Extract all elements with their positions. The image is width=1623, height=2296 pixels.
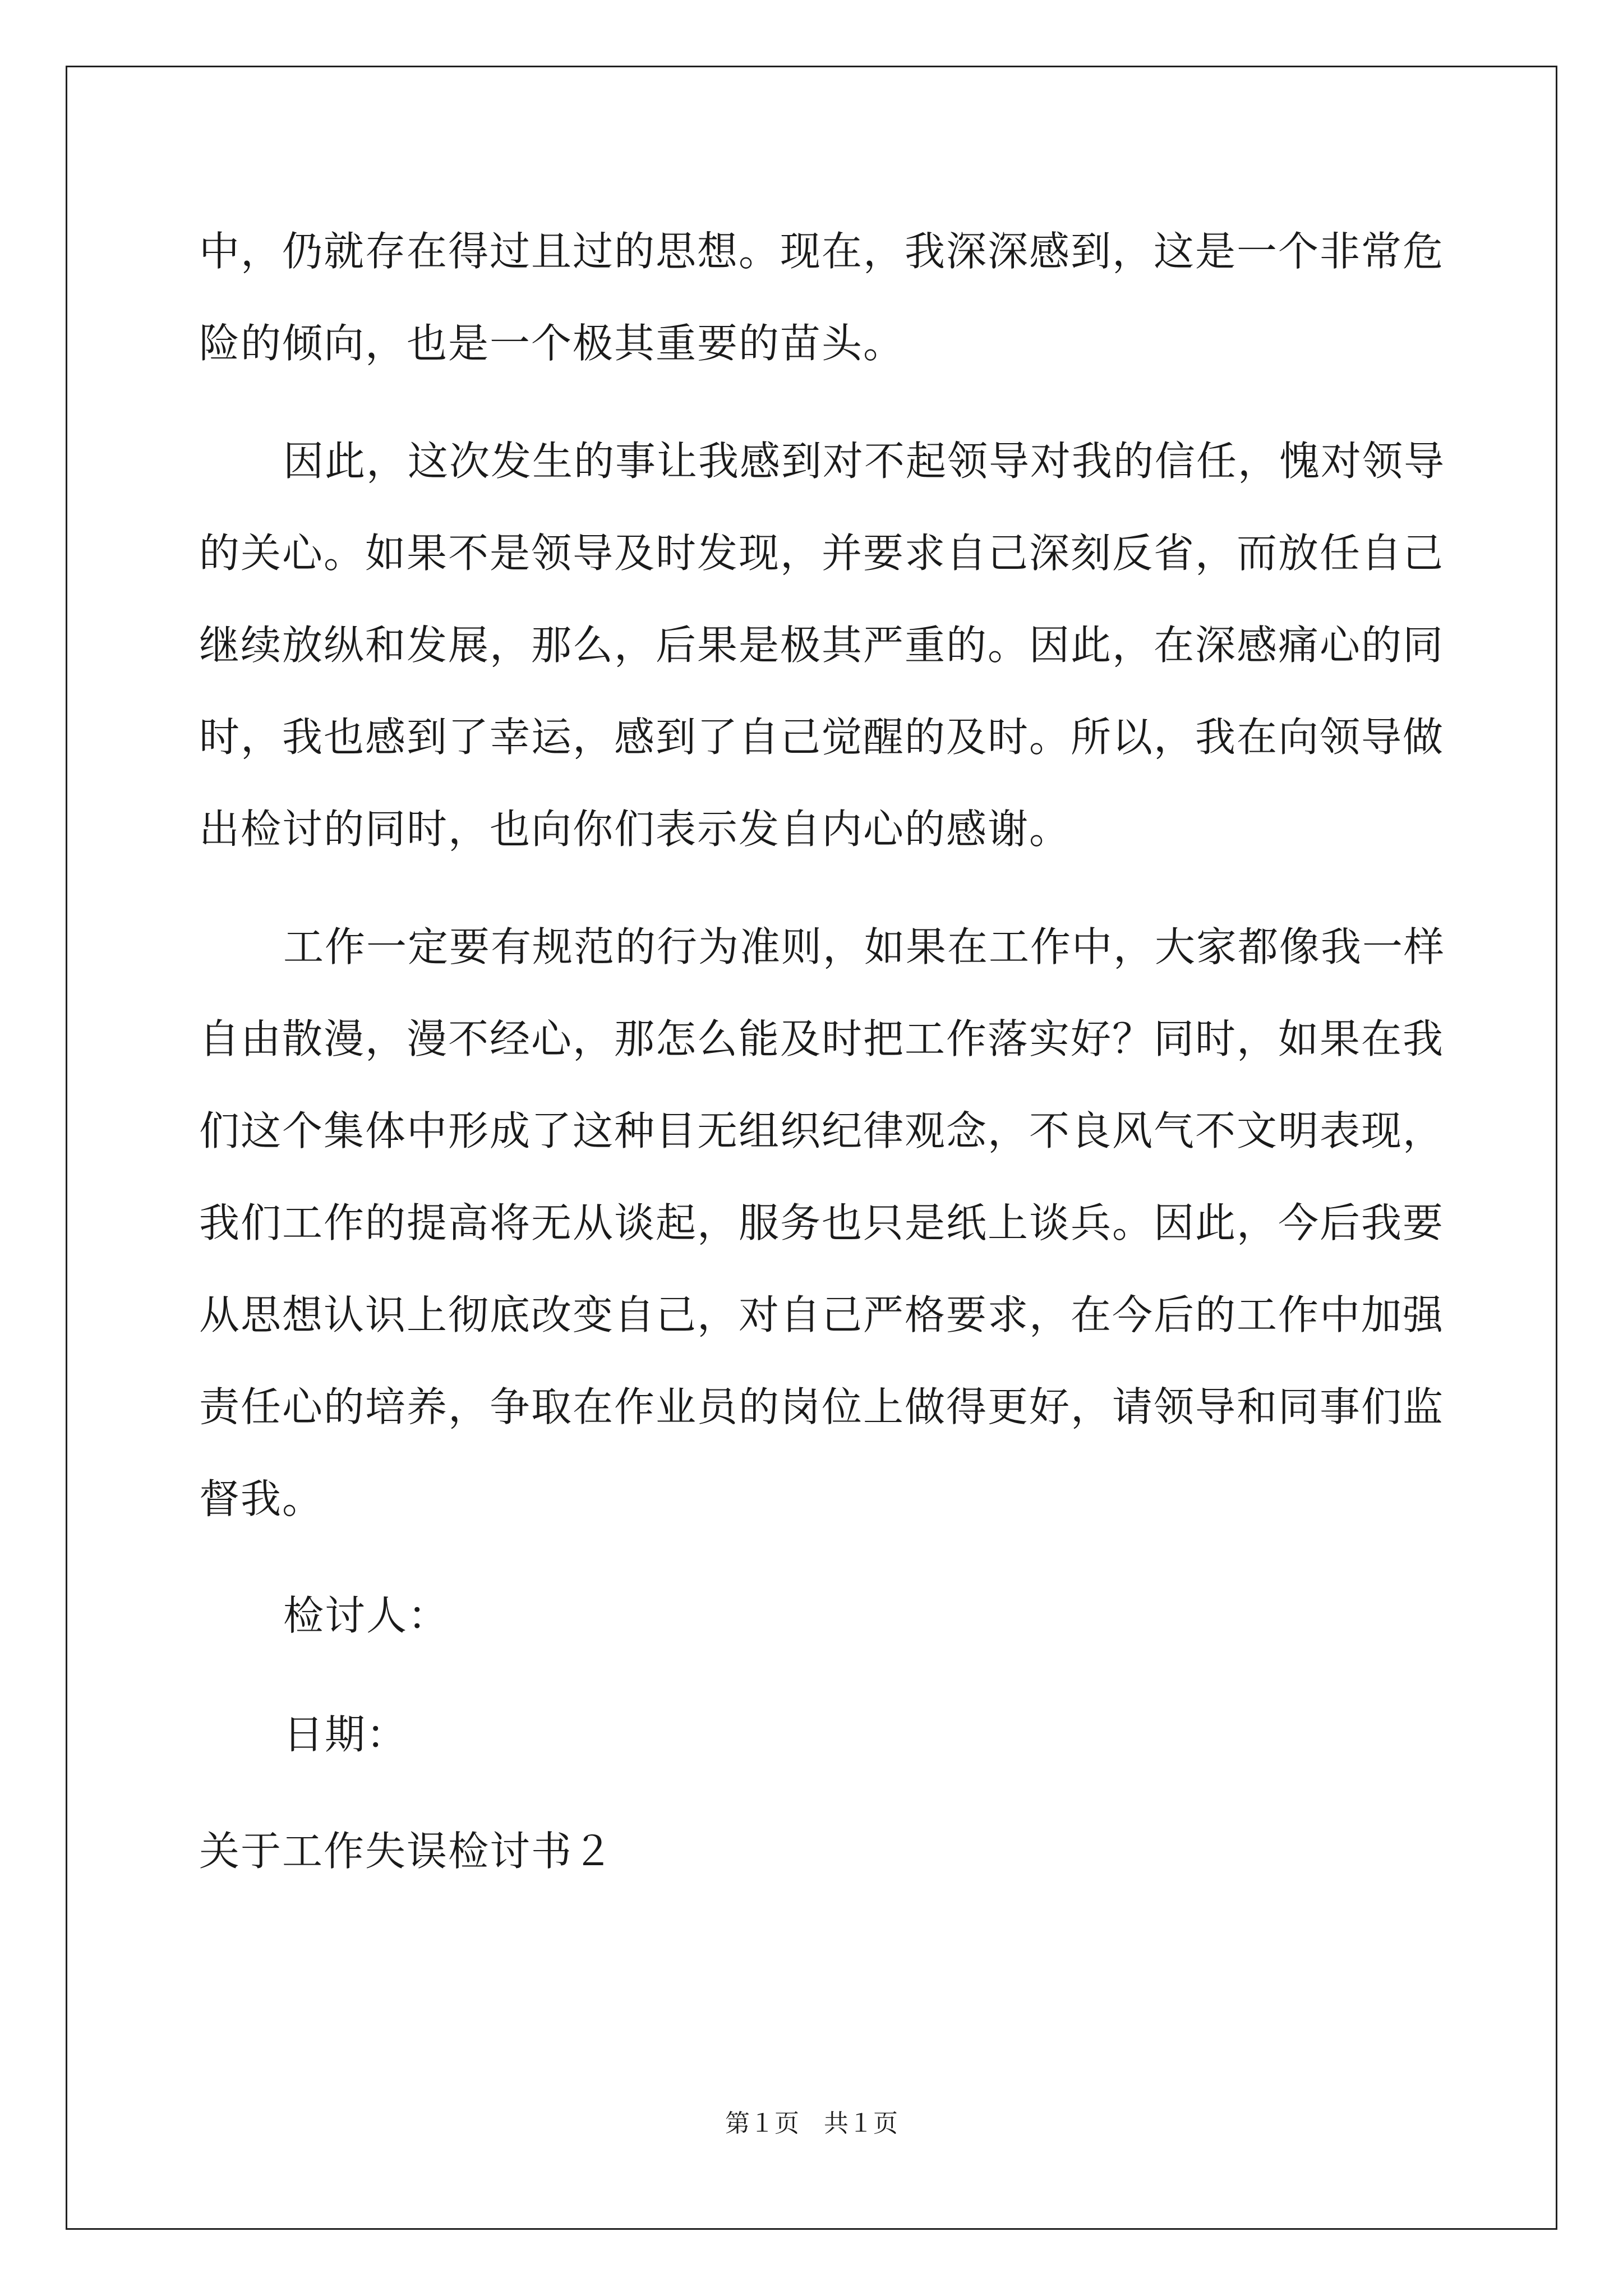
paragraph-1-line-2: 险的倾向，也是一个极其重要的苗头。	[199, 320, 905, 367]
paragraph-2-line-4: 时，我也感到了幸运，感到了自己觉醒的及时。所以，我在向领导做	[199, 714, 1445, 761]
paragraph-3-line-1: 工作一定要有规范的行为准则，如果在工作中，大家都像我一样	[283, 923, 1446, 970]
paragraph-3-line-7: 督我。	[199, 1475, 324, 1522]
paragraph-2-line-2: 的关心。如果不是领导及时发现，并要求自己深刻反省，而放任自己	[199, 530, 1445, 577]
signer-label: 检讨人：	[283, 1592, 450, 1639]
paragraph-3-line-6: 责任心的培养，争取在作业员的岗位上做得更好，请领导和同事们监	[199, 1383, 1445, 1430]
next-section-title: 关于工作失误检讨书２	[199, 1828, 615, 1875]
paragraph-3-line-5: 从思想认识上彻底改变自己，对自己严格要求，在今后的工作中加强	[199, 1291, 1445, 1338]
paragraph-3-line-2: 自由散漫，漫不经心，那怎么能及时把工作落实好？同时，如果在我	[199, 1015, 1445, 1062]
page-number-footer: 第１页 共１页	[725, 2109, 898, 2138]
paragraph-3-line-4: 我们工作的提高将无从谈起，服务也只是纸上谈兵。因此，今后我要	[199, 1199, 1445, 1246]
paragraph-2-line-5: 出检讨的同时，也向你们表示发自内心的感谢。	[199, 806, 1071, 853]
paragraph-3-line-3: 们这个集体中形成了这种目无组织纪律观念，不良风气不文明表现，	[199, 1107, 1445, 1154]
paragraph-2-line-3: 继续放纵和发展，那么，后果是极其严重的。因此，在深感痛心的同	[199, 622, 1445, 669]
paragraph-2-line-1: 因此，这次发生的事让我感到对不起领导对我的信任，愧对领导	[283, 438, 1446, 485]
date-label: 日期：	[283, 1711, 408, 1758]
paragraph-1-line-1: 中，仍就存在得过且过的思想。现在，我深深感到，这是一个非常危	[199, 228, 1445, 275]
